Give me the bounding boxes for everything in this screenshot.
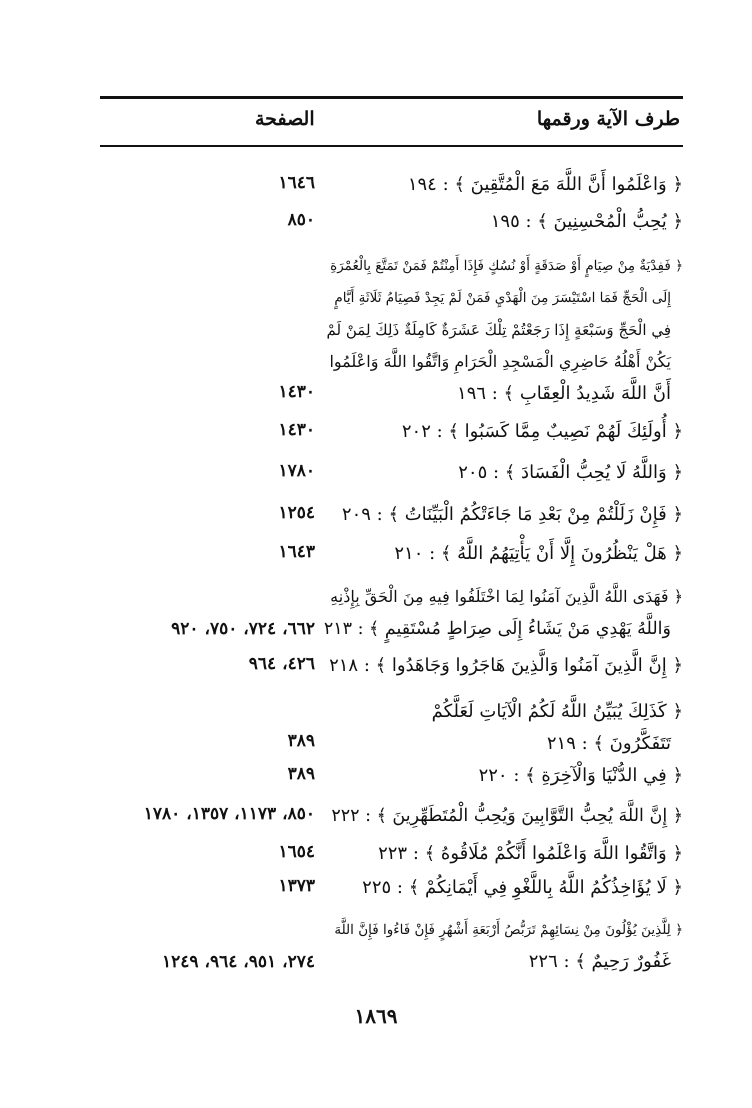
verse-line: ﴿ وَاتَّقُوا اللَّهَ وَاعْلَمُوا أَنَّكُمْ مُلَاقُوهُ ﴾ : ٢٢٣ <box>378 843 683 864</box>
ayah-column-header: طرف الآية ورقمها <box>536 108 680 130</box>
page-refs: ١٤٣٠ <box>278 382 315 402</box>
verse-text <box>323 581 683 645</box>
verse-line: إِلَى الْحَجِّ فَمَا اسْتَيْسَرَ مِنَ الْهَدْيِ فَمَنْ لَمْ يَجِدْ فَصِيَامُ ثَلَاثَةِ أَيَّامٍ <box>334 290 671 306</box>
verse-line: فِي الْحَجِّ وَسَبْعَةٍ إِذَا رَجَعْتُمْ تِلْكَ عَشَرَةٌ كَامِلَةٌ ذَلِكَ لِمَنْ لَمْ <box>326 321 671 339</box>
verse-line: ﴿ فَهَدَى اللَّهُ الَّذِينَ آمَنُوا لِمَا اخْتَلَفُوا فِيهِ مِنَ الْحَقِّ بِإِذْنِهِ <box>330 587 683 606</box>
header-rule <box>100 145 683 147</box>
verse-line: ﴿ كَذَلِكَ يُبَيِّنُ اللَّهُ لَكُمُ الْآيَاتِ لَعَلَّكُمْ <box>431 701 683 722</box>
verse-text <box>323 457 683 489</box>
verse-text <box>323 800 683 832</box>
page-refs: ١٢٥٤ <box>278 503 315 523</box>
verse-text <box>323 872 683 904</box>
verse-line: ﴿ أُولَئِكَ لَهُمْ نَصِيبٌ مِمَّا كَسَبُوا ﴾ : ٢٠٢ <box>401 421 683 442</box>
page-refs: ١٦٥٤ <box>278 842 315 862</box>
verse-text <box>323 696 683 760</box>
verse-line: يَكُنْ أَهْلُهُ حَاضِرِي الْمَسْجِدِ الْحَرَامِ وَاتَّقُوا اللَّهَ وَاعْلَمُوا <box>329 352 671 371</box>
verse-line: ﴿ إِنَّ اللَّهَ يُحِبُّ التَّوَّابِينَ وَيُحِبُّ الْمُتَطَهِّرِينَ ﴾ : ٢٢٢ <box>331 806 683 826</box>
verse-text <box>323 416 683 448</box>
page-refs: ١٣٧٣ <box>278 876 315 896</box>
page-refs: ١٧٨٠ <box>278 461 315 481</box>
verse-text <box>323 650 683 682</box>
page-number: ١٨٦٩ <box>354 1004 398 1028</box>
page-column-header: الصفحة <box>255 108 315 130</box>
verse-line: ﴿ يُحِبُّ الْمُحْسِنِينَ ﴾ : ١٩٥ <box>490 211 683 232</box>
verse-line: وَاللَّهُ يَهْدِي مَنْ يَشَاءُ إِلَى صِرَاطٍ مُسْتَقِيمٍ ﴾ : ٢١٣ <box>323 619 671 639</box>
page-refs: ٢٧٤، ٩٥١، ٩٦٤، ١٢٤٩ <box>162 952 315 972</box>
verse-line: أَنَّ اللَّهَ شَدِيدُ الْعِقَابِ ﴾ : ١٩٦ <box>457 383 671 404</box>
verse-text <box>323 914 683 978</box>
page-refs: ٨٥٠ <box>287 210 315 230</box>
page-refs: ٦٦٢، ٧٢٤، ٧٥٠، ٩٢٠ <box>171 619 315 639</box>
verse-line: ﴿ فِي الدُّنْيَا وَالْآخِرَةِ ﴾ : ٢٢٠ <box>478 765 683 786</box>
verse-line: ﴿ فَإِنْ زَلَلْتُمْ مِنْ بَعْدِ مَا جَاءَتْكُمُ الْبَيِّنَاتُ ﴾ : ٢٠٩ <box>341 504 683 525</box>
page-refs: ١٤٣٠ <box>278 420 315 440</box>
verse-text <box>323 838 683 870</box>
verse-line: ﴿ وَاللَّهُ لَا يُحِبُّ الْفَسَادَ ﴾ : ٢٠٥ <box>458 462 683 483</box>
verse-line: ﴿ هَلْ يَنْظُرُونَ إِلَّا أَنْ يَأْتِيَهُمُ اللَّهُ ﴾ : ٢١٠ <box>394 543 683 564</box>
page-refs: ٣٨٩ <box>287 764 315 784</box>
page-refs: ٣٨٩ <box>287 731 315 751</box>
page-refs: ١٦٤٦ <box>278 173 315 193</box>
page-refs: ١٦٤٣ <box>278 542 315 562</box>
verse-line: ﴿ لِلَّذِينَ يُؤْلُونَ مِنْ نِسَائِهِمْ تَرَبُّصُ أَرْبَعَةِ أَشْهُرٍ فَإِنْ فَاءُوا فَإِنَّ اللَّهَ <box>334 922 683 938</box>
verse-line: ﴿ إِنَّ الَّذِينَ آمَنُوا وَالَّذِينَ هَاجَرُوا وَجَاهَدُوا ﴾ : ٢١٨ <box>329 655 683 676</box>
page-refs: ٤٢٦، ٩٦٤ <box>248 654 315 674</box>
verse-text <box>323 538 683 570</box>
verse-line: تَتَفَكَّرُونَ ﴾ : ٢١٩ <box>546 733 671 754</box>
verse-text <box>323 250 683 410</box>
verse-text <box>323 169 683 201</box>
verse-line: ﴿ لَا يُؤَاخِذُكُمُ اللَّهُ بِاللَّغْوِ فِي أَيْمَانِكُمْ ﴾ : ٢٢٥ <box>362 877 683 898</box>
verse-text <box>323 499 683 531</box>
verse-line: غَفُورٌ رَحِيمٌ ﴾ : ٢٢٦ <box>528 951 671 972</box>
top-rule <box>100 96 683 99</box>
verse-line: ﴿ فَفِدْيَةٌ مِنْ صِيَامٍ أَوْ صَدَقَةٍ أَوْ نُسُكٍ فَإِذَا أَمِنْتُمْ فَمَنْ تَمَتَّعَ بِالْعُمْرَةِ <box>330 258 683 274</box>
page-refs: ٨٥٠، ١١٧٣، ١٣٥٧، ١٧٨٠ <box>143 804 315 824</box>
verse-text <box>323 760 683 792</box>
verse-text <box>323 206 683 238</box>
verse-line: ﴿ وَاعْلَمُوا أَنَّ اللَّهَ مَعَ الْمُتَّقِينَ ﴾ : ١٩٤ <box>407 174 683 195</box>
